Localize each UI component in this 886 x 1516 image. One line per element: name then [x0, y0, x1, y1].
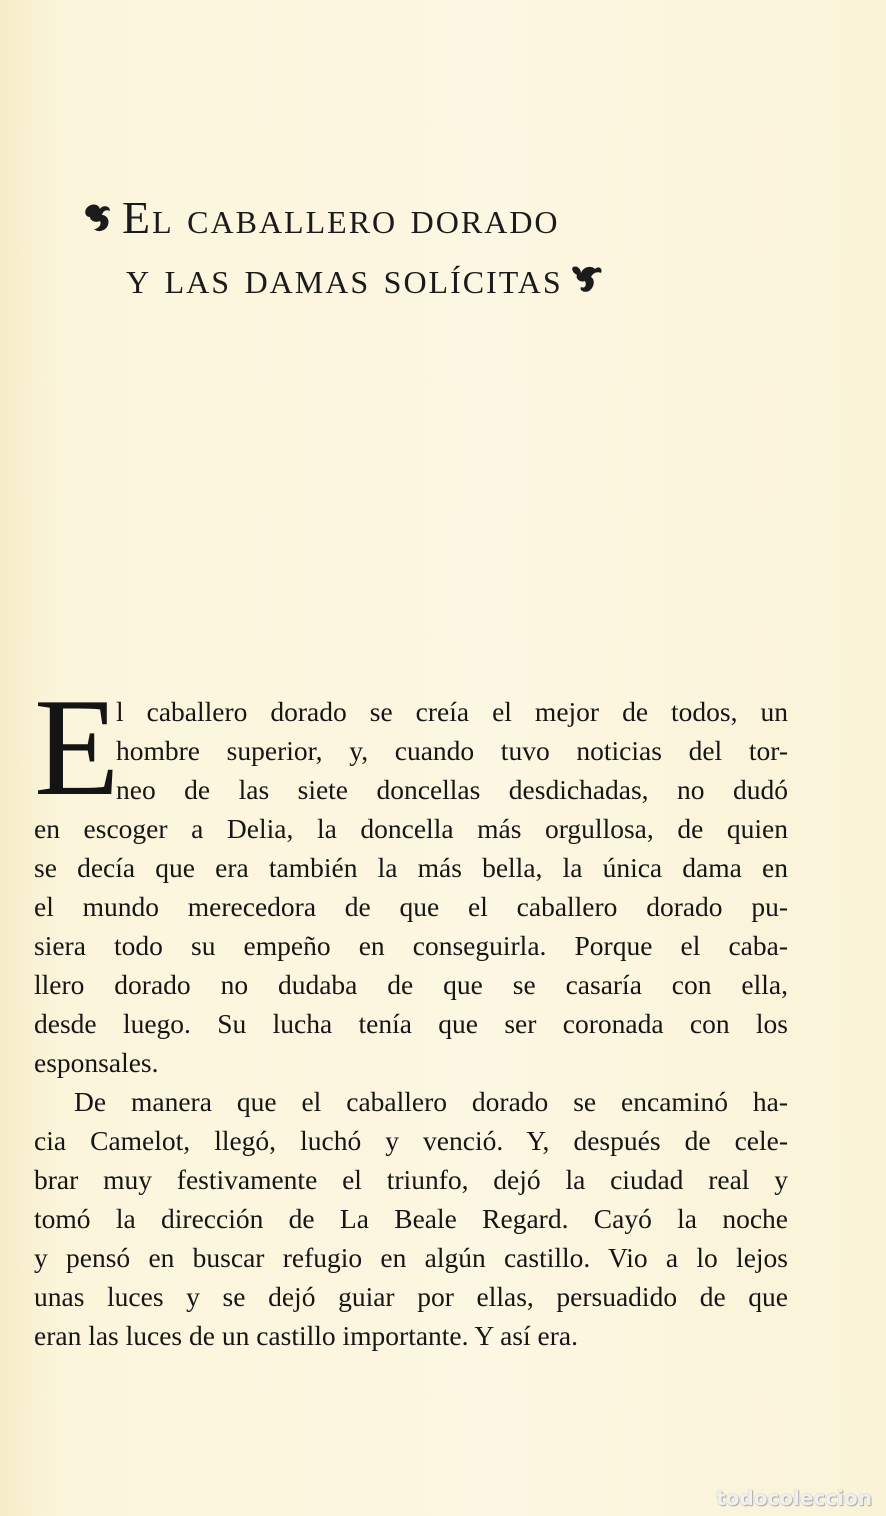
text-line: brar muy festivamente el triunfo, dejó la ciudad real y [34, 1164, 788, 1195]
text-line: unas luces y se dejó guiar por ellas, persuadido de que [34, 1281, 788, 1312]
paragraph-1 [34, 692, 788, 1082]
text-line: desde luego. Su lucha tenía que ser coronada con los [34, 1008, 788, 1039]
paragraph-2 [34, 1082, 788, 1355]
text-line: llero dorado no dudaba de que se casaría con ella, [34, 969, 788, 1000]
text-line: eran las luces de un castillo importante. Y así era. [34, 1320, 578, 1351]
leaf-ornament-right-icon [569, 261, 605, 297]
text-line: cia Camelot, llegó, luchó y venció. Y, después de cele- [34, 1125, 788, 1156]
text-line: el mundo merecedora de que el caballero dorado pu- [34, 891, 788, 922]
text-line: tomó la dirección de La Beale Regard. Cayó la noche [34, 1203, 788, 1234]
text-line: siera todo su empeño en conseguirla. Porque el caba- [34, 930, 788, 961]
leaf-ornament-left-icon [80, 201, 116, 237]
chapter-title [80, 188, 800, 308]
text-line: hombre superior, y, cuando tuvo noticias del tor- [116, 735, 788, 766]
drop-cap-glyph: E [34, 670, 120, 825]
chapter-title-text-1: El caballero dorado [122, 192, 560, 243]
text-line: en escoger a Delia, la doncella más orgullosa, de quien [34, 813, 788, 844]
chapter-body [34, 692, 788, 1355]
text-line: neo de las siete doncellas desdichadas, no dudó [116, 774, 788, 805]
text-line: se decía que era también la más bella, la única dama en [34, 852, 788, 883]
text-line: esponsales. [34, 1047, 159, 1078]
chapter-title-line-2 [80, 248, 800, 308]
chapter-title-line-1 [80, 188, 800, 248]
text-line: y pensó en buscar refugio en algún castillo. Vio a lo lejos [34, 1242, 788, 1273]
watermark-logo: todocoleccion [716, 1486, 872, 1510]
chapter-title-text-2: y las damas solícitas [126, 252, 563, 303]
text-line: De manera que el caballero dorado se encaminó ha- [74, 1086, 788, 1117]
text-line: l caballero dorado se creía el mejor de todos, un [116, 696, 788, 727]
